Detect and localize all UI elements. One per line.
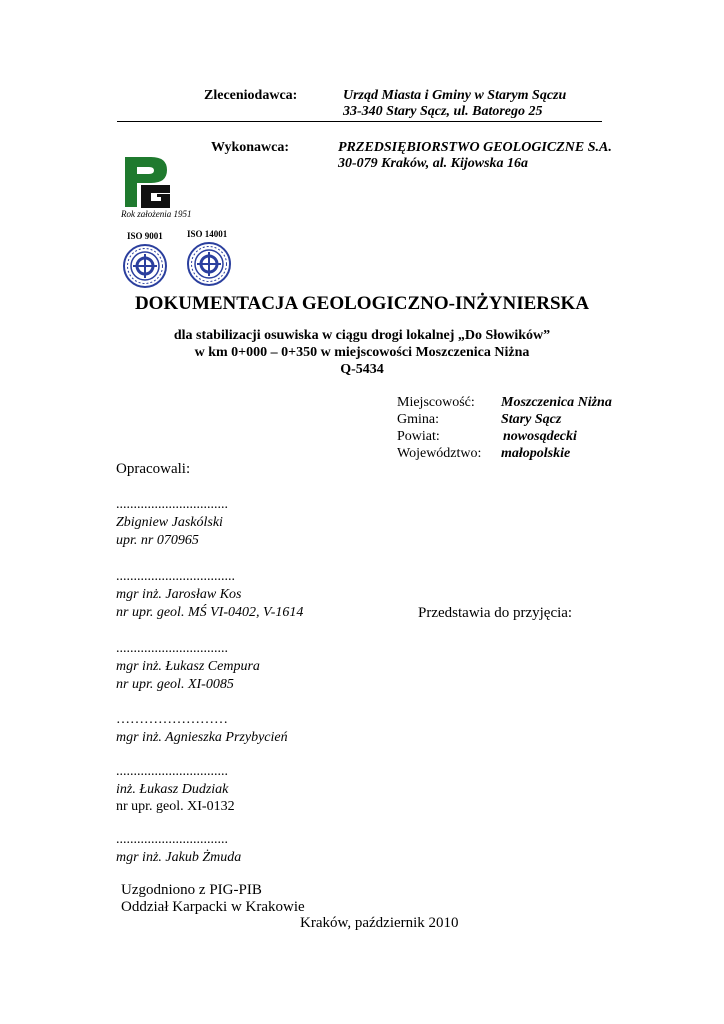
- agreed-line-1: Uzgodniono z PIG-PIB: [121, 882, 262, 898]
- location-label-voivodeship: Województwo:: [397, 446, 482, 461]
- author-name: Zbigniew Jaskólski: [116, 515, 223, 530]
- presents-label: Przedstawia do przyjęcia:: [418, 605, 573, 621]
- contractor-name: PRZEDSIĘBIORSTWO GEOLOGICZNE S.A.: [338, 140, 612, 155]
- signature-dots: ................................: [116, 764, 228, 779]
- authors-label: Opracowali:: [116, 461, 191, 477]
- author-name: inż. Łukasz Dudziak: [116, 782, 229, 797]
- author-license: nr upr. geol. XI-0132: [116, 799, 235, 814]
- contractor-address: 30-079 Kraków, al. Kijowska 16a: [338, 156, 529, 171]
- header-divider: [117, 121, 602, 122]
- signature-dots: ................................: [116, 832, 228, 847]
- signature-dots: ................................: [116, 641, 228, 656]
- location-label-commune: Gmina:: [397, 412, 439, 427]
- client-address: 33-340 Stary Sącz, ul. Batorego 25: [343, 104, 543, 119]
- author-license: nr upr. geol. XI-0085: [116, 677, 234, 692]
- iso-14001-label: ISO 14001: [187, 229, 228, 239]
- author-license: upr. nr 070965: [116, 533, 199, 548]
- client-label: Zleceniodawca:: [204, 88, 298, 103]
- document-subtitle-1: dla stabilizacji osuwiska w ciągu drogi lokalnej „Do Słowików”: [173, 328, 551, 343]
- document-title: DOKUMENTACJA GEOLOGICZNO-INŻYNIERSKA: [134, 293, 590, 314]
- founded-year: Rok założenia 1951: [121, 209, 192, 219]
- iso-9001-label: ISO 9001: [127, 231, 163, 241]
- location-label-town: Miejscowość:: [397, 395, 475, 410]
- agreed-line-2: Oddział Karpacki w Krakowie: [121, 899, 305, 915]
- client-name: Urząd Miasta i Gminy w Starym Sączu: [343, 88, 567, 103]
- location-value-town: Moszczenica Niżna: [501, 395, 612, 410]
- location-label-county: Powiat:: [397, 429, 440, 444]
- location-value-county: nowosądecki: [503, 429, 577, 444]
- document-code: Q-5434: [340, 362, 384, 377]
- iso-14001-seal-icon: [186, 241, 232, 287]
- iso-9001-seal-icon: [122, 243, 168, 289]
- author-name: mgr inż. Jarosław Kos: [116, 587, 242, 602]
- document-subtitle-2: w km 0+000 – 0+350 w miejscowości Moszczenica Niżna: [194, 345, 530, 360]
- location-value-commune: Stary Sącz: [501, 412, 562, 427]
- place-date: Kraków, październik 2010: [300, 915, 459, 931]
- location-value-voivodeship: małopolskie: [501, 446, 571, 461]
- author-license: nr upr. geol. MŚ VI-0402, V-1614: [116, 605, 304, 620]
- company-logo: [121, 155, 173, 209]
- author-name: mgr inż. Łukasz Cempura: [116, 659, 260, 674]
- signature-dots: ..................................: [116, 569, 235, 584]
- signature-dots: ................................: [116, 497, 228, 512]
- contractor-label: Wykonawca:: [211, 140, 290, 155]
- author-name: mgr inż. Agnieszka Przybycień: [116, 730, 288, 745]
- author-name: mgr inż. Jakub Żmuda: [116, 850, 242, 865]
- signature-dots: ……………………: [116, 712, 228, 727]
